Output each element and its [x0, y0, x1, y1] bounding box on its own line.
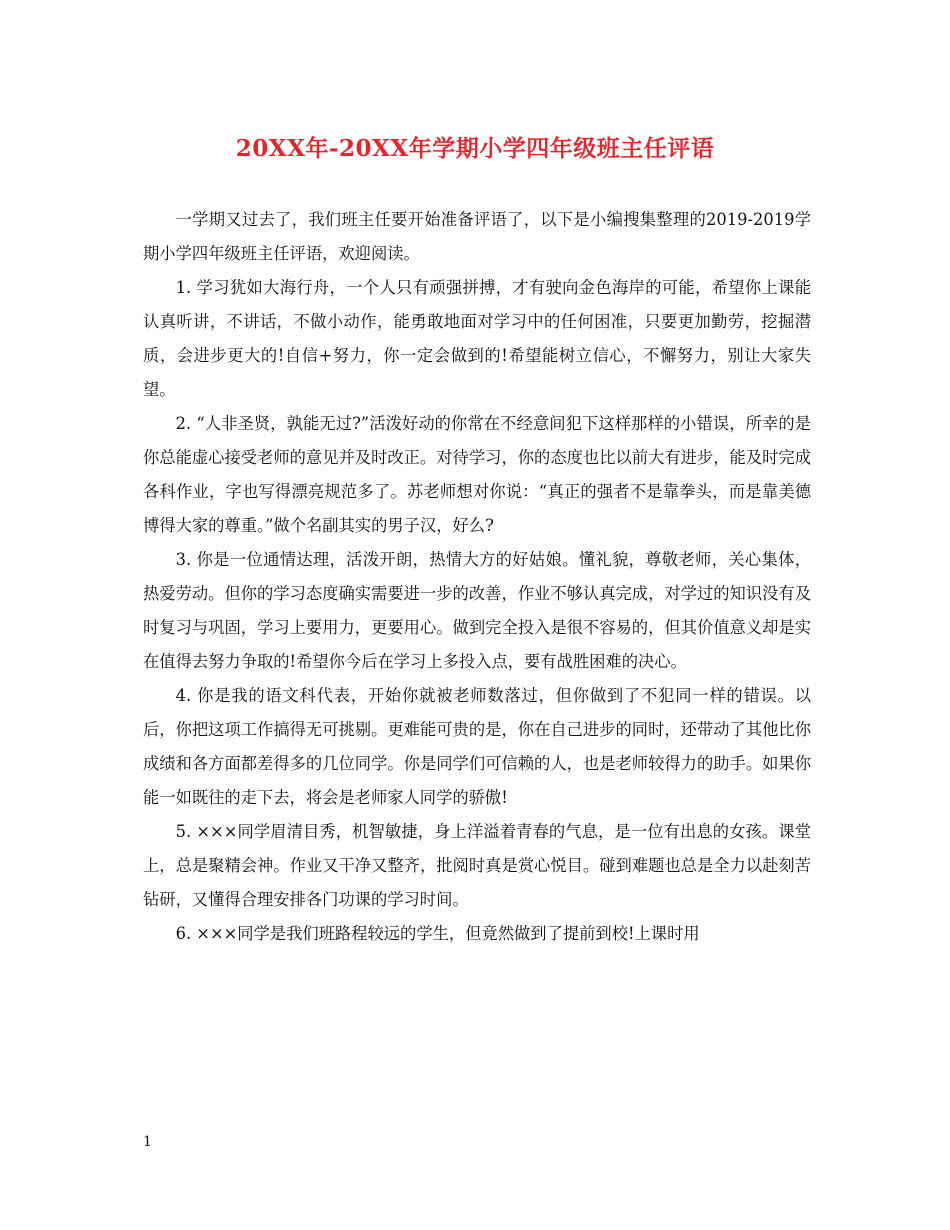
paragraph-intro: 一学期又过去了，我们班主任要开始准备评语了，以下是小编搜集整理的2019-2019学期小学四年级班主任评语，欢迎阅读。 [143, 210, 811, 263]
paragraph-4: 4. 你是我的语文科代表，开始你就被老师数落过，但你做到了不犯同一样的错误。以后，你把这项工作搞得无可挑剔。更难能可贵的是，你在自己进步的同时，还带动了其他比你成绩和各方面都差得多的几位同学。你是同学们可信赖的人，也是老师较得力的助手。如果你能一如既往的走下去，将会是老师家人同学的骄傲! [143, 686, 811, 807]
paragraph-1: 1. 学习犹如大海行舟，一个人只有顽强拼搏，才有驶向金色海岸的可能，希望你上课能认真听讲，不讲话，不做小动作，能勇敢地面对学习中的任何困准，只要更加勤劳，挖掘潜质，会进步更大的!自信+努力，你一定会做到的!希望能树立信心，不懈努力，别让大家失望。 [143, 278, 811, 399]
document-body [143, 203, 811, 951]
paragraph-2: 2. “人非圣贤，孰能无过?”活泼好动的你常在不经意间犯下这样那样的小错误，所幸的是你总能虚心接受老师的意见并及时改正。对待学习，你的态度也比以前大有进步，能及时完成各科作业，字也写得漂亮规范多了。苏老师想对你说：“真正的强者不是靠拳头，而是靠美德博得大家的尊重。”做个名副其实的男子汉，好么? [143, 414, 811, 535]
document-title: 20XX年-20XX年学期小学四年级班主任评语 [235, 135, 715, 162]
paragraph-5: 5. ×××同学眉清目秀，机智敏捷，身上洋溢着青春的气息，是一位有出息的女孩。课堂上，总是聚精会神。作业又干净又整齐，批阅时真是赏心悦目。碰到难题也总是全力以赴刻苦钻研，又懂得合理安排各门功课的学习时间。 [143, 822, 811, 909]
paragraph-3: 3. 你是一位通情达理，活泼开朗，热情大方的好姑娘。懂礼貌，尊敬老师，关心集体，热爱劳动。但你的学习态度确实需要进一步的改善，作业不够认真完成，对学过的知识没有及时复习与巩固，学习上要用力，更要用心。做到完全投入是很不容易的，但其价值意义却是实在值得去努力争取的!希望你今后在学习上多投入点，要有战胜困难的决心。 [143, 550, 811, 671]
page-number: 1 [143, 1134, 152, 1150]
paragraph-6: 6. ×××同学是我们班路程较远的学生，但竟然做到了提前到校!上课时用 [175, 924, 700, 943]
